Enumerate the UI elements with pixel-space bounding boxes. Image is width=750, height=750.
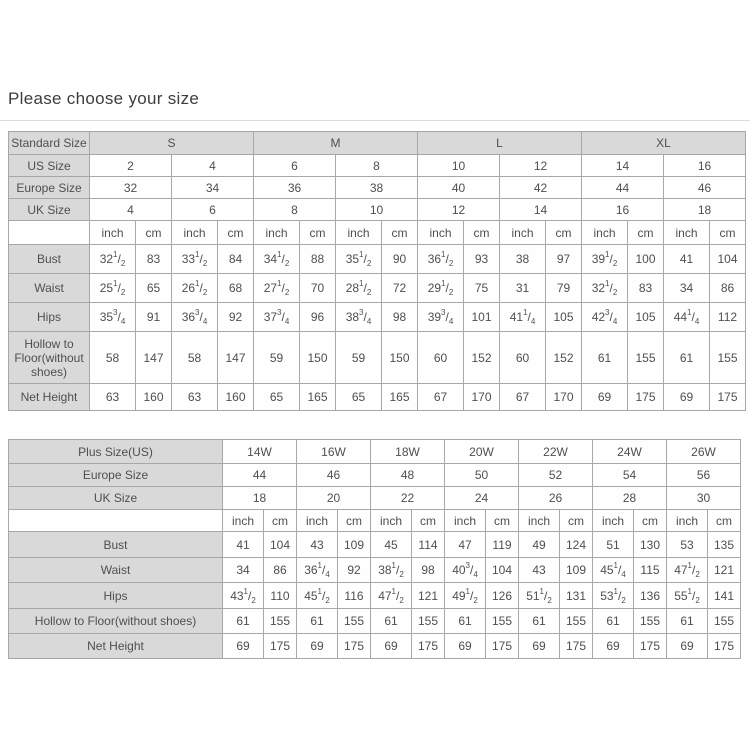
value-cell: 109: [338, 532, 371, 558]
value-cell: 155: [560, 609, 593, 634]
unit-cell-cm: cm: [382, 221, 418, 245]
size-cell: 40: [418, 177, 500, 199]
unit-cell-inch: inch: [664, 221, 710, 245]
unit-cell-inch: inch: [500, 221, 546, 245]
value-cell: $26^1/_2$: [172, 274, 218, 303]
value-cell: 61: [664, 332, 710, 384]
value-cell: 63: [90, 384, 136, 411]
row-label: Europe Size: [9, 177, 90, 199]
value-cell: 43: [519, 558, 560, 583]
value-cell: 92: [218, 303, 254, 332]
size-cell: 26W: [667, 440, 741, 464]
value-cell: 60: [418, 332, 464, 384]
size-cell: 34: [172, 177, 254, 199]
page-title: Please choose your size: [8, 89, 200, 108]
value-cell: 175: [634, 634, 667, 659]
row-label: Hips: [9, 583, 223, 609]
value-cell: 34: [223, 558, 264, 583]
value-cell: 152: [464, 332, 500, 384]
value-cell: $25^1/_2$: [90, 274, 136, 303]
size-cell: 24: [445, 487, 519, 510]
unit-cell-inch: inch: [90, 221, 136, 245]
size-cell: 6: [172, 199, 254, 221]
value-cell: 175: [338, 634, 371, 659]
size-cell: 42: [500, 177, 582, 199]
unit-cell-cm: cm: [218, 221, 254, 245]
value-cell: 49: [519, 532, 560, 558]
size-cell: 6: [254, 155, 336, 177]
value-cell: 83: [136, 245, 172, 274]
size-cell: 14W: [223, 440, 297, 464]
value-cell: 150: [300, 332, 336, 384]
value-cell: 93: [464, 245, 500, 274]
value-cell: 59: [336, 332, 382, 384]
row-label: Waist: [9, 558, 223, 583]
value-cell: 110: [264, 583, 297, 609]
value-cell: 170: [464, 384, 500, 411]
unit-cell-cm: cm: [264, 510, 297, 532]
unit-row-spacer: [9, 510, 223, 532]
row-label: Plus Size(US): [9, 440, 223, 464]
size-cell: 20W: [445, 440, 519, 464]
value-cell: 84: [218, 245, 254, 274]
value-cell: $29^1/_2$: [418, 274, 464, 303]
size-cell: 2: [90, 155, 172, 177]
value-cell: 61: [593, 609, 634, 634]
value-cell: 69: [593, 634, 634, 659]
value-cell: 88: [300, 245, 336, 274]
value-cell: $39^3/_4$: [418, 303, 464, 332]
value-cell: $36^3/_4$: [172, 303, 218, 332]
value-cell: 79: [546, 274, 582, 303]
value-cell: 175: [628, 384, 664, 411]
value-cell: 41: [223, 532, 264, 558]
size-group-cell: S: [90, 132, 254, 155]
value-cell: $41^1/_4$: [500, 303, 546, 332]
size-cell: 24W: [593, 440, 667, 464]
value-cell: $36^1/_2$: [418, 245, 464, 274]
unit-cell-cm: cm: [628, 221, 664, 245]
size-cell: 18: [664, 199, 746, 221]
value-cell: 58: [172, 332, 218, 384]
value-cell: 97: [546, 245, 582, 274]
size-group-cell: M: [254, 132, 418, 155]
value-cell: 130: [634, 532, 667, 558]
value-cell: 147: [136, 332, 172, 384]
value-cell: $39^1/_2$: [582, 245, 628, 274]
value-cell: 61: [582, 332, 628, 384]
row-label: Europe Size: [9, 464, 223, 487]
value-cell: $38^3/_4$: [336, 303, 382, 332]
value-cell: 69: [582, 384, 628, 411]
row-label: Hollow to Floor(without shoes): [9, 609, 223, 634]
title-divider: [0, 120, 750, 121]
value-cell: 104: [710, 245, 746, 274]
value-cell: 69: [664, 384, 710, 411]
unit-cell-inch: inch: [223, 510, 264, 532]
size-cell: 10: [336, 199, 418, 221]
value-cell: 155: [264, 609, 297, 634]
unit-cell-inch: inch: [593, 510, 634, 532]
row-label: Hips: [9, 303, 90, 332]
size-cell: 16: [582, 199, 664, 221]
value-cell: 105: [546, 303, 582, 332]
value-cell: 60: [500, 332, 546, 384]
value-cell: $27^1/_2$: [254, 274, 300, 303]
unit-cell-cm: cm: [710, 221, 746, 245]
value-cell: 112: [710, 303, 746, 332]
value-cell: 70: [300, 274, 336, 303]
size-cell: 50: [445, 464, 519, 487]
size-cell: 8: [254, 199, 336, 221]
value-cell: 65: [336, 384, 382, 411]
value-cell: 69: [297, 634, 338, 659]
size-cell: 46: [297, 464, 371, 487]
row-label: Bust: [9, 532, 223, 558]
size-group-cell: XL: [582, 132, 746, 155]
value-cell: 61: [445, 609, 486, 634]
value-cell: 155: [486, 609, 519, 634]
value-cell: 69: [371, 634, 412, 659]
value-cell: 119: [486, 532, 519, 558]
unit-cell-cm: cm: [464, 221, 500, 245]
value-cell: 41: [664, 245, 710, 274]
size-cell: 10: [418, 155, 500, 177]
value-cell: $51^1/_2$: [519, 583, 560, 609]
standard-size-table: [8, 131, 746, 411]
value-cell: 160: [136, 384, 172, 411]
value-cell: $47^1/_2$: [667, 558, 708, 583]
unit-cell-cm: cm: [560, 510, 593, 532]
value-cell: 135: [708, 532, 741, 558]
unit-cell-inch: inch: [371, 510, 412, 532]
row-label: UK Size: [9, 487, 223, 510]
value-cell: 101: [464, 303, 500, 332]
value-cell: 126: [486, 583, 519, 609]
size-cell: 56: [667, 464, 741, 487]
size-cell: 46: [664, 177, 746, 199]
value-cell: 155: [338, 609, 371, 634]
value-cell: 175: [708, 634, 741, 659]
unit-cell-inch: inch: [254, 221, 300, 245]
size-cell: 8: [336, 155, 418, 177]
value-cell: 68: [218, 274, 254, 303]
unit-cell-inch: inch: [336, 221, 382, 245]
size-cell: 18: [223, 487, 297, 510]
value-cell: 61: [223, 609, 264, 634]
size-cell: 12: [418, 199, 500, 221]
value-cell: 69: [519, 634, 560, 659]
value-cell: 155: [634, 609, 667, 634]
value-cell: 165: [382, 384, 418, 411]
value-cell: 160: [218, 384, 254, 411]
value-cell: $34^1/_2$: [254, 245, 300, 274]
value-cell: $55^1/_2$: [667, 583, 708, 609]
value-cell: 83: [628, 274, 664, 303]
value-cell: $42^3/_4$: [582, 303, 628, 332]
unit-cell-inch: inch: [418, 221, 464, 245]
value-cell: 31: [500, 274, 546, 303]
value-cell: 43: [297, 532, 338, 558]
size-cell: 52: [519, 464, 593, 487]
value-cell: $32^1/_2$: [582, 274, 628, 303]
value-cell: 105: [628, 303, 664, 332]
value-cell: 72: [382, 274, 418, 303]
value-cell: 91: [136, 303, 172, 332]
value-cell: $49^1/_2$: [445, 583, 486, 609]
size-cell: 28: [593, 487, 667, 510]
value-cell: $38^1/_2$: [371, 558, 412, 583]
value-cell: $45^1/_4$: [593, 558, 634, 583]
value-cell: 58: [90, 332, 136, 384]
value-cell: 96: [300, 303, 336, 332]
unit-cell-cm: cm: [546, 221, 582, 245]
size-cell: 22: [371, 487, 445, 510]
value-cell: 170: [546, 384, 582, 411]
size-cell: 54: [593, 464, 667, 487]
value-cell: 65: [136, 274, 172, 303]
value-cell: 116: [338, 583, 371, 609]
value-cell: 165: [300, 384, 336, 411]
value-cell: 175: [560, 634, 593, 659]
size-cell: 16W: [297, 440, 371, 464]
unit-cell-inch: inch: [667, 510, 708, 532]
row-label: UK Size: [9, 199, 90, 221]
value-cell: 115: [634, 558, 667, 583]
value-cell: 136: [634, 583, 667, 609]
value-cell: $35^1/_2$: [336, 245, 382, 274]
value-cell: 38: [500, 245, 546, 274]
size-cell: 44: [223, 464, 297, 487]
value-cell: 121: [708, 558, 741, 583]
size-cell: 36: [254, 177, 336, 199]
value-cell: $43^1/_2$: [223, 583, 264, 609]
size-cell: 30: [667, 487, 741, 510]
value-cell: $36^1/_4$: [297, 558, 338, 583]
value-cell: 90: [382, 245, 418, 274]
size-cell: 14: [582, 155, 664, 177]
row-label: US Size: [9, 155, 90, 177]
value-cell: 75: [464, 274, 500, 303]
value-cell: 61: [371, 609, 412, 634]
value-cell: 86: [264, 558, 297, 583]
value-cell: 63: [172, 384, 218, 411]
value-cell: 155: [412, 609, 445, 634]
value-cell: 51: [593, 532, 634, 558]
unit-cell-cm: cm: [708, 510, 741, 532]
value-cell: 121: [412, 583, 445, 609]
value-cell: 109: [560, 558, 593, 583]
value-cell: 175: [710, 384, 746, 411]
value-cell: 86: [710, 274, 746, 303]
value-cell: 147: [218, 332, 254, 384]
size-cell: 44: [582, 177, 664, 199]
value-cell: $40^3/_4$: [445, 558, 486, 583]
size-cell: 4: [90, 199, 172, 221]
value-cell: $47^1/_2$: [371, 583, 412, 609]
unit-cell-inch: inch: [445, 510, 486, 532]
value-cell: 98: [382, 303, 418, 332]
value-cell: $45^1/_2$: [297, 583, 338, 609]
value-cell: 124: [560, 532, 593, 558]
value-cell: 61: [667, 609, 708, 634]
unit-cell-cm: cm: [412, 510, 445, 532]
size-cell: 12: [500, 155, 582, 177]
value-cell: 155: [710, 332, 746, 384]
size-cell: 22W: [519, 440, 593, 464]
value-cell: 98: [412, 558, 445, 583]
value-cell: 59: [254, 332, 300, 384]
value-cell: 175: [264, 634, 297, 659]
value-cell: 155: [628, 332, 664, 384]
value-cell: $44^1/_4$: [664, 303, 710, 332]
value-cell: 67: [418, 384, 464, 411]
value-cell: 65: [254, 384, 300, 411]
unit-cell-cm: cm: [486, 510, 519, 532]
value-cell: $35^3/_4$: [90, 303, 136, 332]
unit-cell-cm: cm: [136, 221, 172, 245]
size-cell: 16: [664, 155, 746, 177]
value-cell: 141: [708, 583, 741, 609]
value-cell: 92: [338, 558, 371, 583]
unit-cell-cm: cm: [634, 510, 667, 532]
value-cell: 45: [371, 532, 412, 558]
value-cell: 104: [264, 532, 297, 558]
size-cell: 4: [172, 155, 254, 177]
value-cell: 61: [519, 609, 560, 634]
unit-cell-inch: inch: [172, 221, 218, 245]
value-cell: 47: [445, 532, 486, 558]
value-cell: 175: [486, 634, 519, 659]
row-label: Waist: [9, 274, 90, 303]
size-group-cell: L: [418, 132, 582, 155]
value-cell: 152: [546, 332, 582, 384]
unit-row-spacer: [9, 221, 90, 245]
value-cell: 114: [412, 532, 445, 558]
size-cell: 32: [90, 177, 172, 199]
value-cell: 61: [297, 609, 338, 634]
value-cell: 53: [667, 532, 708, 558]
value-cell: 104: [486, 558, 519, 583]
value-cell: 34: [664, 274, 710, 303]
value-cell: $33^1/_2$: [172, 245, 218, 274]
size-cell: 38: [336, 177, 418, 199]
size-cell: 14: [500, 199, 582, 221]
value-cell: $53^1/_2$: [593, 583, 634, 609]
row-label: Standard Size: [9, 132, 90, 155]
unit-cell-inch: inch: [519, 510, 560, 532]
row-label: Net Height: [9, 384, 90, 411]
size-cell: 20: [297, 487, 371, 510]
value-cell: 67: [500, 384, 546, 411]
value-cell: 69: [223, 634, 264, 659]
size-cell: 48: [371, 464, 445, 487]
row-label: Bust: [9, 245, 90, 274]
value-cell: $28^1/_2$: [336, 274, 382, 303]
plus-size-table: [8, 439, 741, 659]
value-cell: 155: [708, 609, 741, 634]
value-cell: 69: [445, 634, 486, 659]
value-cell: $37^3/_4$: [254, 303, 300, 332]
value-cell: $32^1/_2$: [90, 245, 136, 274]
value-cell: 69: [667, 634, 708, 659]
size-cell: 18W: [371, 440, 445, 464]
size-cell: 26: [519, 487, 593, 510]
value-cell: 100: [628, 245, 664, 274]
value-cell: 175: [412, 634, 445, 659]
row-label: Net Height: [9, 634, 223, 659]
row-label: Hollow to Floor(without shoes): [9, 332, 90, 384]
unit-cell-inch: inch: [297, 510, 338, 532]
value-cell: 131: [560, 583, 593, 609]
unit-cell-cm: cm: [338, 510, 371, 532]
value-cell: 150: [382, 332, 418, 384]
unit-cell-inch: inch: [582, 221, 628, 245]
unit-cell-cm: cm: [300, 221, 336, 245]
